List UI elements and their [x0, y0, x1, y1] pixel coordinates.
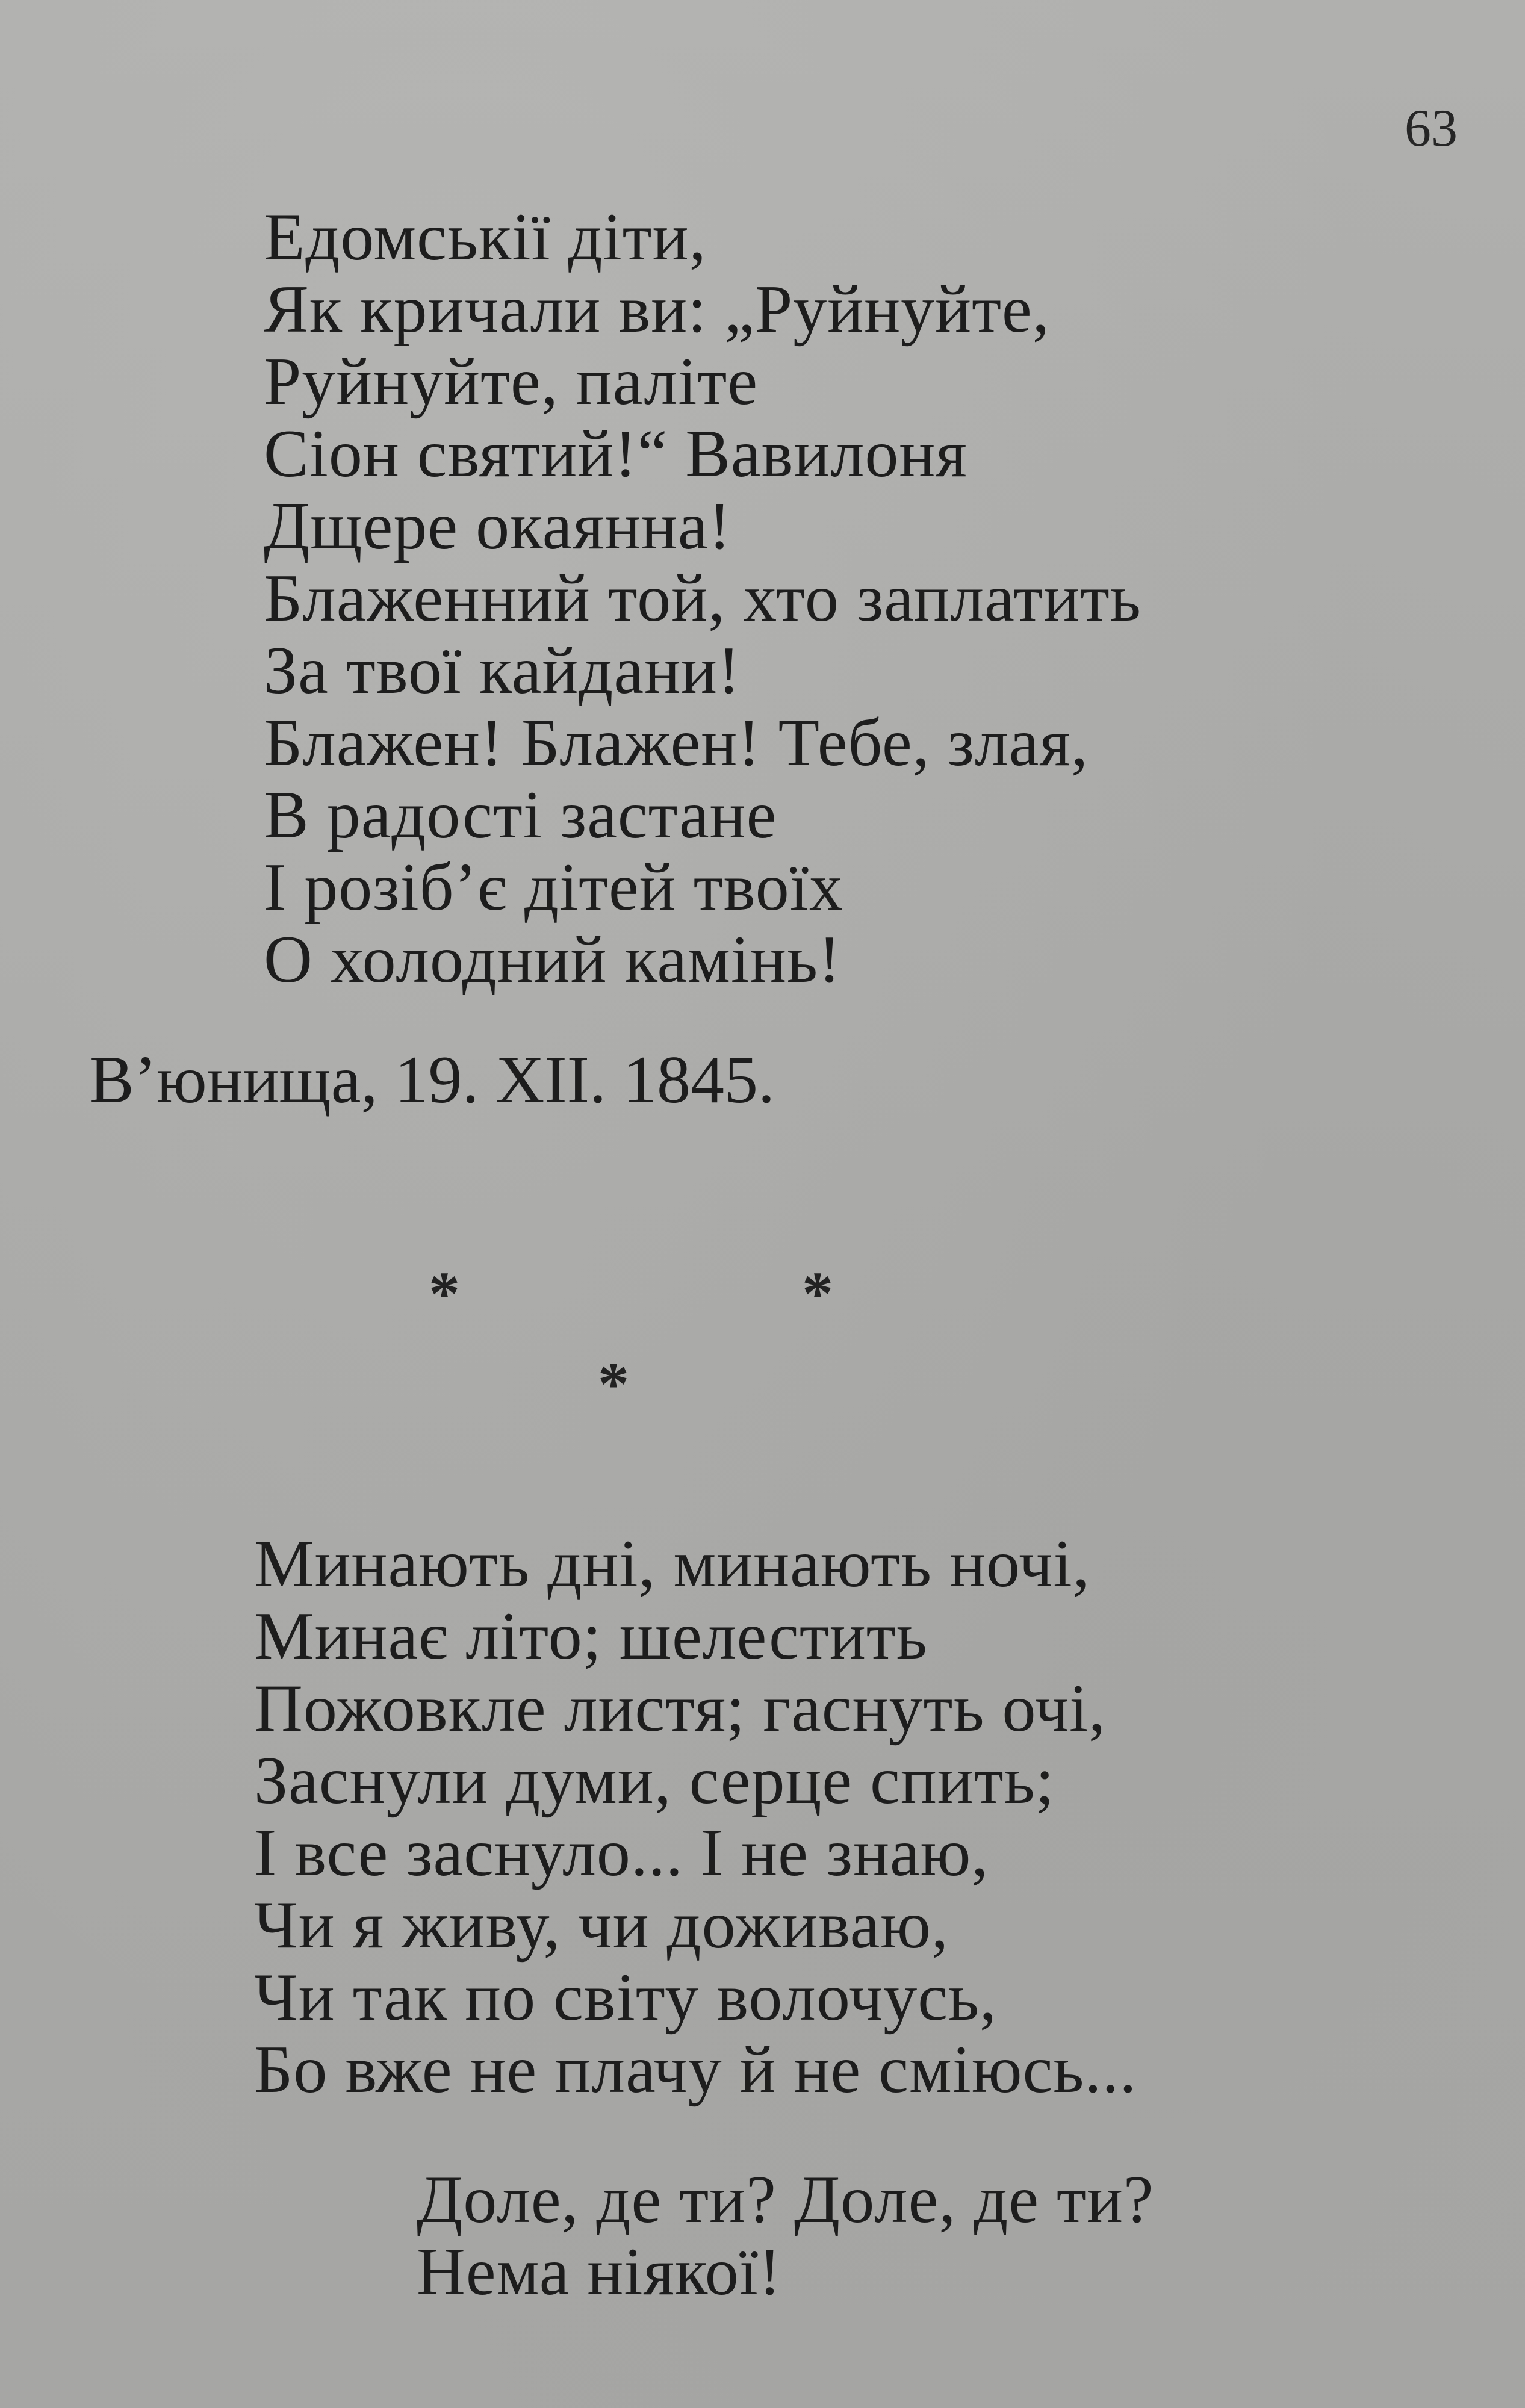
poem-line: Бо вже не плачу й не сміюсь... [254, 2032, 1137, 2107]
poem-line: О холодний камінь! [264, 922, 842, 997]
poem-line: Блаженний той, хто заплатить [264, 561, 1141, 636]
poem-stanza [264, 200, 1141, 998]
separator-asterisk: * [598, 1350, 629, 1419]
poem-line: Нема ніякої! [417, 2235, 782, 2309]
poem-line: Чи я живу, чи доживаю, [254, 1888, 949, 1963]
poem-line: Блажен! Блажен! Тебе, злая, [264, 706, 1089, 780]
page-number: 63 [1405, 99, 1458, 158]
poem-line: Минають дні, минають ночі, [254, 1527, 1090, 1601]
poem-stanza [254, 1527, 1137, 2108]
poem-line: Сіон святий!“ Вавилоня [264, 417, 967, 491]
poem-line: За твої кайдани! [264, 633, 741, 708]
poem-line: І все заснуло... І не знаю, [254, 1816, 989, 1890]
poem-line: Як кричали ви: „Руйнуйте, [264, 272, 1050, 347]
poem-line: Дщере окаянна! [264, 489, 731, 563]
poem-line: Руйнуйте, паліте [264, 344, 759, 419]
poem-place-date: В’юнища, 19. XII. 1845. [89, 1043, 775, 1117]
separator-asterisk: * [429, 1259, 460, 1329]
poem-line: Пожовкле листя; гаснуть очі, [254, 1671, 1107, 1746]
poem-stanza-indented [417, 2162, 1154, 2310]
poem-line: В радості застане [264, 778, 777, 852]
poem-line: Едомськії діти, [264, 200, 707, 275]
poem-line: І розіб’є дітей твоїх [264, 850, 843, 925]
poem-line: Доле, де ти? Доле, де ти? [417, 2162, 1154, 2237]
poem-line: Заснули думи, серце спить; [254, 1743, 1055, 1818]
poem-line: Минає літо; шелестить [254, 1599, 928, 1674]
separator-asterisk: * [802, 1259, 833, 1329]
poem-line: Чи так по світу волочусь, [254, 1960, 998, 2035]
